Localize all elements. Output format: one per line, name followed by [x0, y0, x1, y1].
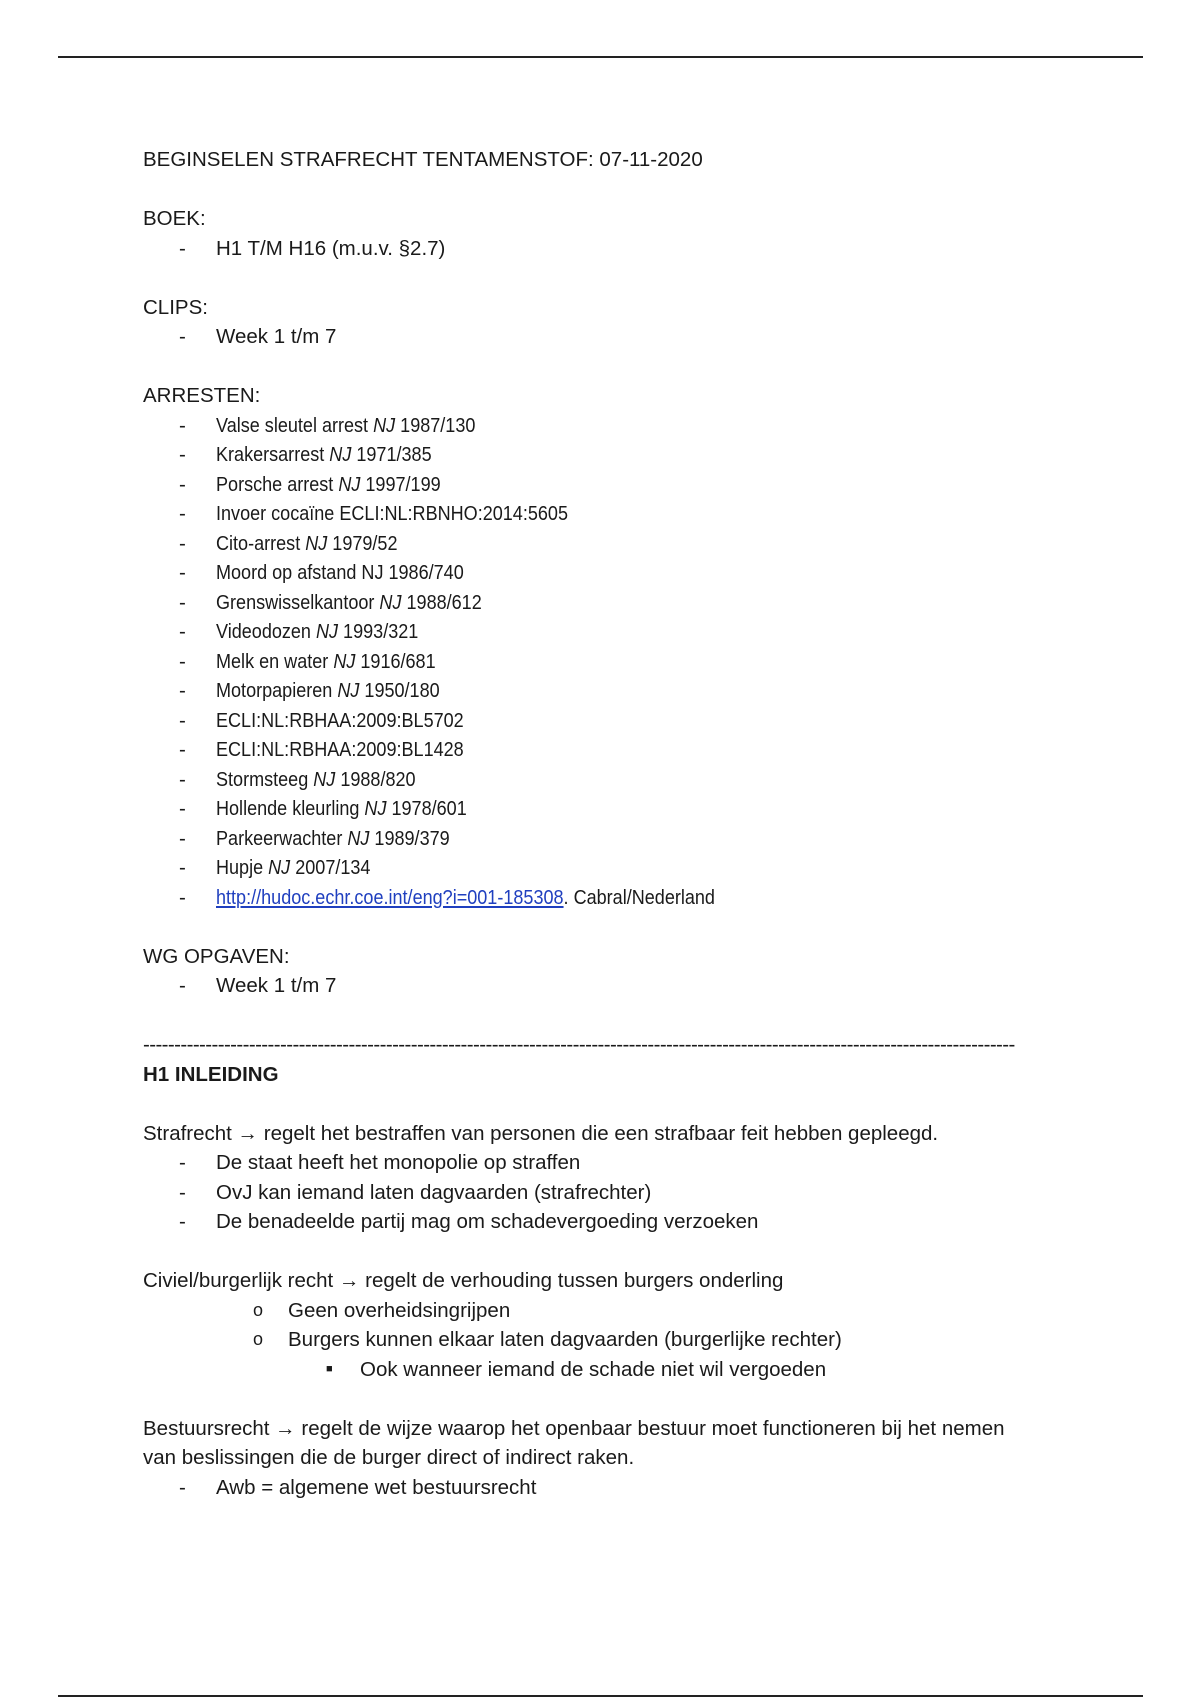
arrest-reference: 1989/379: [369, 826, 450, 850]
dash-bullet: -: [179, 1180, 186, 1204]
arrest-journal: NJ: [305, 531, 328, 555]
dash-bullet: -: [179, 531, 186, 555]
arrest-name: Krakersarrest: [216, 443, 330, 466]
arrest-list-item: [143, 499, 1083, 529]
arrest-name: Invoer cocaïne: [216, 502, 340, 525]
arrest-list-item: [143, 853, 1083, 883]
arrest-reference: ECLI:NL:RBHAA:2009:BL5702: [216, 708, 464, 732]
dash-bullet: -: [179, 1151, 186, 1174]
arrest-name: Hupje: [216, 856, 269, 879]
arrest-journal: NJ: [379, 590, 402, 614]
civiel-definition: Civiel/burgerlijk recht → regelt de verhouding tussen burgers onderling: [143, 1269, 784, 1292]
arrest-name: Videodozen: [216, 620, 316, 643]
list-item: - De benadeelde partij mag om schadevergoeding verzoeken: [143, 1207, 1083, 1237]
bestuursrecht-definition: Bestuursrecht → regelt de wijze waarop het openbaar bestuur moet functioneren bij het nemen van beslissingen die de burger direct of indirect raken.: [143, 1416, 1005, 1469]
list-item: - Awb = algemene wet bestuursrecht: [143, 1473, 1083, 1503]
page-bottom-rule: [58, 1695, 1143, 1697]
arrest-list-item: [143, 617, 1083, 647]
dash-bullet: -: [179, 236, 186, 260]
arrest-list-item: [143, 411, 1083, 441]
arrest-name: Hollende kleurling: [216, 797, 365, 820]
chapter-heading: H1 INLEIDING: [143, 1062, 279, 1086]
arrest-journal: NJ: [373, 413, 396, 437]
arrest-reference: ECLI:NL:RBHAA:2009:BL1428: [216, 738, 464, 761]
arresten-list: [143, 411, 1083, 883]
dash-bullet: -: [179, 620, 186, 643]
arrest-journal: NJ: [338, 472, 361, 496]
dash-bullet: -: [179, 413, 186, 437]
dash-bullet: -: [179, 974, 186, 997]
arrest-name: Motorpapieren: [216, 679, 338, 702]
list-item: ■ Ook wanneer iemand de schade niet wil vergoeden: [143, 1355, 1083, 1385]
arrest-journal: NJ: [364, 797, 387, 820]
arrest-list-item: [143, 735, 1083, 765]
list-item: - Week 1 t/m 7: [143, 322, 1083, 352]
arrest-reference: 1971/385: [351, 443, 432, 466]
list-item: o Geen overheidsingrijpen: [143, 1296, 1083, 1326]
arrest-list-item: [143, 558, 1083, 588]
arrest-name: Stormsteeg: [216, 767, 314, 791]
arrest-list-item: [143, 676, 1083, 706]
arrest-name: Porsche arrest: [216, 472, 339, 496]
dash-bullet: -: [179, 502, 186, 525]
arrest-reference: 1950/180: [359, 679, 440, 702]
arrest-name: Cito-arrest: [216, 531, 306, 555]
dash-bullet: -: [179, 561, 186, 584]
arrest-reference: 1988/820: [335, 767, 416, 791]
arrest-reference: 1986/740: [388, 561, 464, 584]
arrest-reference: 1988/612: [401, 590, 482, 614]
arresten-heading: ARRESTEN:: [143, 384, 261, 407]
arrest-reference: 1993/321: [338, 620, 419, 643]
arrest-list-item: [143, 470, 1083, 500]
dash-bullet: -: [179, 649, 186, 673]
arrest-reference: 1997/199: [360, 472, 441, 496]
arrest-reference: 2007/134: [290, 856, 371, 879]
arrest-list-item: [143, 529, 1083, 559]
arrest-reference: ECLI:NL:RBNHO:2014:5605: [339, 502, 568, 525]
strafrecht-definition: Strafrecht → regelt het bestraffen van personen die een strafbaar feit hebben gepleegd.: [143, 1121, 939, 1145]
list-item: - OvJ kan iemand laten dagvaarden (strafrechter): [143, 1178, 1083, 1208]
dash-bullet: -: [179, 856, 186, 879]
dash-bullet: -: [179, 826, 186, 850]
square-bullet: ■: [326, 1362, 333, 1375]
arrest-name: Valse sleutel arrest: [216, 413, 374, 437]
arrest-journal: NJ: [313, 767, 336, 791]
dash-bullet: -: [179, 767, 186, 791]
arrest-name: Grenswisselkantoor: [216, 590, 380, 614]
dash-bullet: -: [179, 885, 186, 909]
arrest-name: Parkeerwachter: [216, 826, 348, 850]
arrest-list-item: [143, 765, 1083, 795]
dash-bullet: -: [179, 472, 186, 496]
document-body: [143, 145, 1083, 1502]
arrest-list-item: [143, 647, 1083, 677]
link-suffix: . Cabral/Nederland: [563, 885, 715, 909]
arrest-reference: 1987/130: [395, 413, 476, 437]
document-title: BEGINSELEN STRAFRECHT TENTAMENSTOF: 07-11-2020: [143, 148, 703, 171]
list-item: [143, 883, 1083, 913]
dash-bullet: -: [179, 738, 186, 761]
arrest-journal: NJ: [329, 443, 352, 466]
hudoc-link[interactable]: http://hudoc.echr.coe.int/eng?i=001-185308: [216, 885, 564, 909]
dash-bullet: -: [179, 708, 186, 732]
clips-heading: CLIPS:: [143, 295, 208, 319]
boek-heading: BOEK:: [143, 207, 206, 230]
section-separator: --------------------------------------------------------------------------------------------------------------------------------------------: [143, 1033, 1015, 1056]
list-item: o Burgers kunnen elkaar laten dagvaarden (burgerlijke rechter): [143, 1325, 1083, 1355]
arrest-journal: NJ: [268, 856, 291, 879]
circle-bullet: o: [253, 1299, 264, 1320]
dash-bullet: -: [179, 679, 186, 702]
dash-bullet: -: [179, 325, 186, 348]
arrest-name: Melk en water: [216, 649, 334, 673]
page-top-rule: [58, 56, 1143, 58]
arrest-reference: 1979/52: [327, 531, 398, 555]
list-item: - H1 T/M H16 (m.u.v. §2.7): [143, 234, 1083, 264]
dash-bullet: -: [179, 443, 186, 466]
circle-bullet: o: [253, 1329, 264, 1349]
dash-bullet: -: [179, 1475, 186, 1499]
dash-bullet: -: [179, 797, 186, 820]
arrest-journal: NJ: [333, 649, 356, 673]
arrest-list-item: [143, 824, 1083, 854]
arrest-list-item: [143, 588, 1083, 618]
arrest-reference: 1916/681: [355, 649, 436, 673]
arrest-list-item: [143, 440, 1083, 470]
dash-bullet: -: [179, 590, 186, 614]
arrest-journal: NJ: [337, 679, 360, 702]
wg-heading: WG OPGAVEN:: [143, 944, 290, 968]
list-item: - De staat heeft het monopolie op straffen: [143, 1148, 1083, 1178]
arrest-list-item: [143, 706, 1083, 736]
arrest-name: Moord op afstand NJ: [216, 561, 389, 584]
arrest-reference: 1978/601: [386, 797, 467, 820]
dash-bullet: -: [179, 1210, 186, 1233]
arrest-journal: NJ: [315, 620, 339, 643]
arrest-list-item: [143, 794, 1083, 824]
list-item: - Week 1 t/m 7: [143, 971, 1083, 1001]
arrest-journal: NJ: [347, 826, 370, 850]
